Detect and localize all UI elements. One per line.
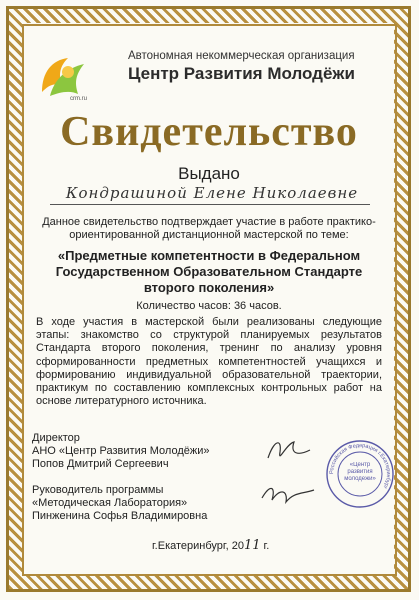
workshop-topic: «Предметные компетентности в Федеральном Государственном Образовательном Стандарте второго поколения»: [55, 248, 363, 295]
org-name: Центр Развития Молодёжи: [128, 64, 355, 83]
director-signature-icon: [264, 434, 314, 470]
certificate-title: Свидетельство: [60, 109, 358, 155]
org-type: Автономная некоммерческая организация: [128, 50, 355, 62]
director-block: [32, 432, 209, 471]
director-role: Директор: [32, 432, 80, 444]
recipient-name: Кондрашиной Елене Николаевне: [65, 184, 359, 202]
place-date: [152, 538, 269, 553]
place-date-suffix: г.: [260, 540, 270, 552]
recipient-underline: [50, 204, 370, 205]
head-program: «Методическая Лаборатория»: [32, 497, 188, 509]
certificate-content: [32, 38, 392, 568]
confirmation-text: Данное свидетельство подтверждает участие в работе практико-ориентированной дистанционной мастерской по теме:: [42, 216, 376, 241]
stamp-ring-text: Российская Федерация г.Екатеринбург: [328, 442, 392, 490]
head-name: Пинженина Софья Владимировна: [32, 510, 208, 522]
stamp-icon: [324, 438, 396, 510]
hours-count: Количество часов: 36 часов.: [136, 300, 282, 312]
logo-caption: crm.ru: [70, 96, 87, 102]
director-name: Попов Дмитрий Сергеевич: [32, 458, 169, 470]
place-date-prefix: г.Екатеринбург, 20: [152, 540, 244, 552]
director-org: АНО «Центр Развития Молодёжи»: [32, 445, 210, 457]
program-head-block: [32, 484, 207, 523]
stamp-center-text: «Центр развития молодежи»: [344, 462, 376, 482]
issued-label: Выдано: [178, 164, 240, 183]
year-handwritten: 11: [243, 538, 261, 553]
head-role: Руководитель программы: [32, 484, 164, 496]
head-signature-icon: [258, 478, 318, 514]
stages-text: В ходе участия в мастерской были реализованы следующие этапы: знакомство со структурой планируемых результатов Стандарта второго поколения, тренинг по анализу уровня сформированности предметных компетентностей учащихся и формированию индивидуальной образовательной траектории, практикум по составлению комплексных контрольных работ на основе литературного источника.: [36, 316, 382, 408]
logo-icon: [32, 52, 92, 102]
